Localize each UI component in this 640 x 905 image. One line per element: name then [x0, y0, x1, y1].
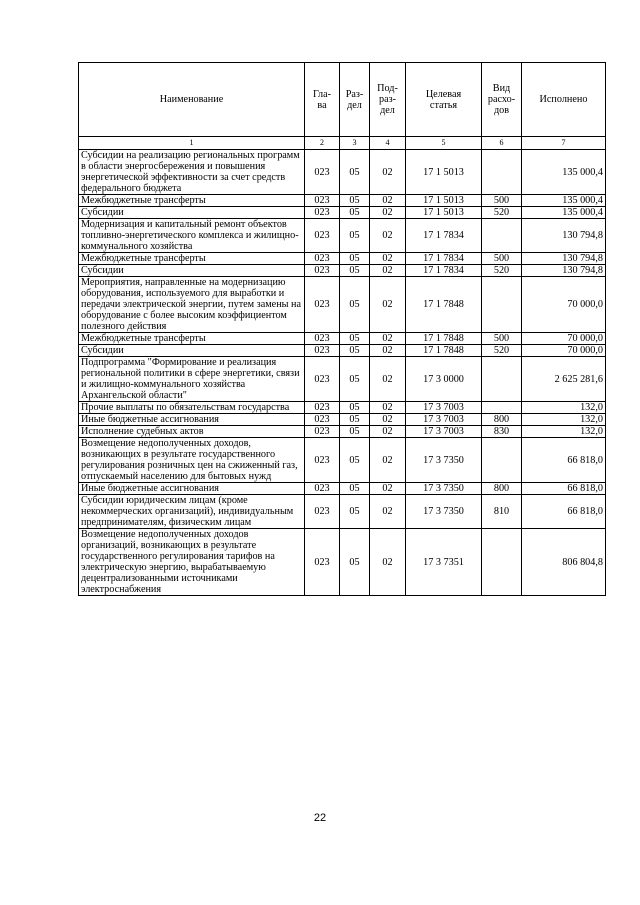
- row-target-article: 17 3 7003: [406, 402, 482, 414]
- row-name: Прочие выплаты по обязательствам государства: [79, 402, 305, 414]
- row-target-article: 17 3 0000: [406, 357, 482, 402]
- row-chapter: 023: [305, 219, 340, 253]
- table-row: [79, 483, 606, 495]
- page-number: 22: [313, 812, 327, 824]
- header-row: [79, 63, 606, 137]
- row-amount: 806 804,8: [522, 529, 606, 596]
- table-row: [79, 438, 606, 483]
- table-row: [79, 277, 606, 333]
- table-row: [79, 265, 606, 277]
- row-expense-type: 810: [482, 495, 522, 529]
- row-name: Межбюджетные трансферты: [79, 195, 305, 207]
- row-name: Исполнение судебных актов: [79, 426, 305, 438]
- table-row: [79, 333, 606, 345]
- row-target-article: 17 1 5013: [406, 207, 482, 219]
- table-row: [79, 495, 606, 529]
- header-section: Раз- дел: [340, 63, 370, 137]
- row-section: 05: [340, 529, 370, 596]
- row-expense-type: [482, 529, 522, 596]
- row-section: 05: [340, 150, 370, 195]
- row-target-article: 17 1 7834: [406, 219, 482, 253]
- row-amount: 70 000,0: [522, 333, 606, 345]
- row-section: 05: [340, 402, 370, 414]
- row-amount: 66 818,0: [522, 495, 606, 529]
- row-expense-type: [482, 438, 522, 483]
- row-expense-type: 830: [482, 426, 522, 438]
- table-row: [79, 345, 606, 357]
- row-name: Мероприятия, направленные на модернизацию оборудования, используемого для выработки и передачи электрической энергии, путем замены на оборудование с более высоким коэффициентом полезного действия: [79, 277, 305, 333]
- row-section: 05: [340, 277, 370, 333]
- row-amount: 135 000,4: [522, 150, 606, 195]
- row-subsection: 02: [370, 529, 406, 596]
- row-subsection: 02: [370, 414, 406, 426]
- row-name: Субсидии: [79, 207, 305, 219]
- row-name: Иные бюджетные ассигнования: [79, 483, 305, 495]
- row-target-article: 17 1 7834: [406, 265, 482, 277]
- row-amount: 130 794,8: [522, 219, 606, 253]
- row-expense-type: [482, 150, 522, 195]
- row-section: 05: [340, 438, 370, 483]
- column-number-row: [79, 137, 606, 150]
- row-section: 05: [340, 207, 370, 219]
- row-name: Подпрограмма "Формирование и реализация региональной политики в сфере энергетики, связи и жилищно-коммунального хозяйства Архангельской области": [79, 357, 305, 402]
- header-target-article: Целевая статья: [406, 63, 482, 137]
- column-number: 1: [79, 137, 305, 150]
- row-name: Возмещение недополученных доходов, возникающих в результате государственного регулирования розничных цен на сжиженный газ, отпускаемый населению для бытовых нужд: [79, 438, 305, 483]
- row-name: Субсидии: [79, 345, 305, 357]
- row-subsection: 02: [370, 483, 406, 495]
- table-row: [79, 402, 606, 414]
- row-section: 05: [340, 357, 370, 402]
- table-row: [79, 195, 606, 207]
- row-section: 05: [340, 333, 370, 345]
- column-number: 6: [482, 137, 522, 150]
- row-section: 05: [340, 483, 370, 495]
- row-expense-type: 500: [482, 333, 522, 345]
- row-name: Иные бюджетные ассигнования: [79, 414, 305, 426]
- row-section: 05: [340, 495, 370, 529]
- header-executed: Исполнено: [522, 63, 606, 137]
- table-row: [79, 357, 606, 402]
- row-expense-type: 500: [482, 253, 522, 265]
- row-amount: 132,0: [522, 402, 606, 414]
- budget-table: [78, 62, 606, 596]
- row-section: 05: [340, 195, 370, 207]
- row-chapter: 023: [305, 207, 340, 219]
- table-row: [79, 414, 606, 426]
- row-name: Субсидии юридическим лицам (кроме некоммерческих организаций), индивидуальным предпринимателям, физическим лицам: [79, 495, 305, 529]
- table-row: [79, 253, 606, 265]
- row-subsection: 02: [370, 438, 406, 483]
- row-subsection: 02: [370, 426, 406, 438]
- table-row: [79, 219, 606, 253]
- row-chapter: 023: [305, 426, 340, 438]
- row-section: 05: [340, 219, 370, 253]
- row-expense-type: [482, 402, 522, 414]
- row-expense-type: 520: [482, 345, 522, 357]
- row-target-article: 17 3 7351: [406, 529, 482, 596]
- table-row: [79, 207, 606, 219]
- row-chapter: 023: [305, 150, 340, 195]
- row-chapter: 023: [305, 495, 340, 529]
- row-chapter: 023: [305, 414, 340, 426]
- row-target-article: 17 1 5013: [406, 195, 482, 207]
- row-amount: 132,0: [522, 426, 606, 438]
- row-subsection: 02: [370, 150, 406, 195]
- header-subsection: Под- раз- дел: [370, 63, 406, 137]
- row-expense-type: [482, 357, 522, 402]
- row-expense-type: 500: [482, 195, 522, 207]
- row-target-article: 17 1 7848: [406, 277, 482, 333]
- row-subsection: 02: [370, 357, 406, 402]
- row-section: 05: [340, 345, 370, 357]
- column-number: 2: [305, 137, 340, 150]
- row-name: Субсидии: [79, 265, 305, 277]
- row-chapter: 023: [305, 265, 340, 277]
- row-subsection: 02: [370, 345, 406, 357]
- row-chapter: 023: [305, 357, 340, 402]
- row-amount: 130 794,8: [522, 253, 606, 265]
- row-subsection: 02: [370, 402, 406, 414]
- header-expense-type: Вид расхо- дов: [482, 63, 522, 137]
- table-row: [79, 426, 606, 438]
- table-body: [79, 150, 606, 596]
- row-expense-type: 520: [482, 265, 522, 277]
- row-name: Межбюджетные трансферты: [79, 333, 305, 345]
- row-amount: 135 000,4: [522, 207, 606, 219]
- row-subsection: 02: [370, 277, 406, 333]
- row-chapter: 023: [305, 253, 340, 265]
- row-target-article: 17 1 7848: [406, 333, 482, 345]
- table-row: [79, 529, 606, 596]
- row-expense-type: 520: [482, 207, 522, 219]
- row-target-article: 17 3 7003: [406, 426, 482, 438]
- row-chapter: 023: [305, 402, 340, 414]
- row-target-article: 17 1 7848: [406, 345, 482, 357]
- row-section: 05: [340, 265, 370, 277]
- row-chapter: 023: [305, 529, 340, 596]
- row-amount: 135 000,4: [522, 195, 606, 207]
- row-expense-type: [482, 219, 522, 253]
- row-name: Модернизация и капитальный ремонт объектов топливно-энергетического комплекса и жилищно-коммунального хозяйства: [79, 219, 305, 253]
- row-expense-type: [482, 277, 522, 333]
- row-amount: 132,0: [522, 414, 606, 426]
- row-target-article: 17 3 7003: [406, 414, 482, 426]
- row-target-article: 17 3 7350: [406, 438, 482, 483]
- header-name: Наименование: [79, 63, 305, 137]
- column-number: 7: [522, 137, 606, 150]
- row-target-article: 17 1 7834: [406, 253, 482, 265]
- column-number: 4: [370, 137, 406, 150]
- row-chapter: 023: [305, 333, 340, 345]
- row-name: Возмещение недополученных доходов организаций, возникающих в результате государственного регулирования тарифов на электрическую энергию, вырабатываемую децентрализованными источниками электроснабжения: [79, 529, 305, 596]
- row-amount: 130 794,8: [522, 265, 606, 277]
- row-expense-type: 800: [482, 483, 522, 495]
- row-target-article: 17 3 7350: [406, 495, 482, 529]
- row-subsection: 02: [370, 207, 406, 219]
- row-section: 05: [340, 253, 370, 265]
- row-amount: 2 625 281,6: [522, 357, 606, 402]
- row-name: Субсидии на реализацию региональных программ в области энергосбережения и повышения энергетической эффективности за счет средств федерального бюджета: [79, 150, 305, 195]
- row-section: 05: [340, 426, 370, 438]
- row-target-article: 17 1 5013: [406, 150, 482, 195]
- row-amount: 70 000,0: [522, 277, 606, 333]
- row-chapter: 023: [305, 438, 340, 483]
- row-section: 05: [340, 414, 370, 426]
- table-row: [79, 150, 606, 195]
- row-subsection: 02: [370, 219, 406, 253]
- row-subsection: 02: [370, 495, 406, 529]
- row-subsection: 02: [370, 265, 406, 277]
- row-subsection: 02: [370, 253, 406, 265]
- column-number: 5: [406, 137, 482, 150]
- row-subsection: 02: [370, 195, 406, 207]
- row-chapter: 023: [305, 345, 340, 357]
- row-name: Межбюджетные трансферты: [79, 253, 305, 265]
- header-chapter: Гла- ва: [305, 63, 340, 137]
- row-chapter: 023: [305, 277, 340, 333]
- row-target-article: 17 3 7350: [406, 483, 482, 495]
- row-amount: 70 000,0: [522, 345, 606, 357]
- row-expense-type: 800: [482, 414, 522, 426]
- column-number: 3: [340, 137, 370, 150]
- row-amount: 66 818,0: [522, 438, 606, 483]
- row-subsection: 02: [370, 333, 406, 345]
- row-chapter: 023: [305, 195, 340, 207]
- row-chapter: 023: [305, 483, 340, 495]
- row-amount: 66 818,0: [522, 483, 606, 495]
